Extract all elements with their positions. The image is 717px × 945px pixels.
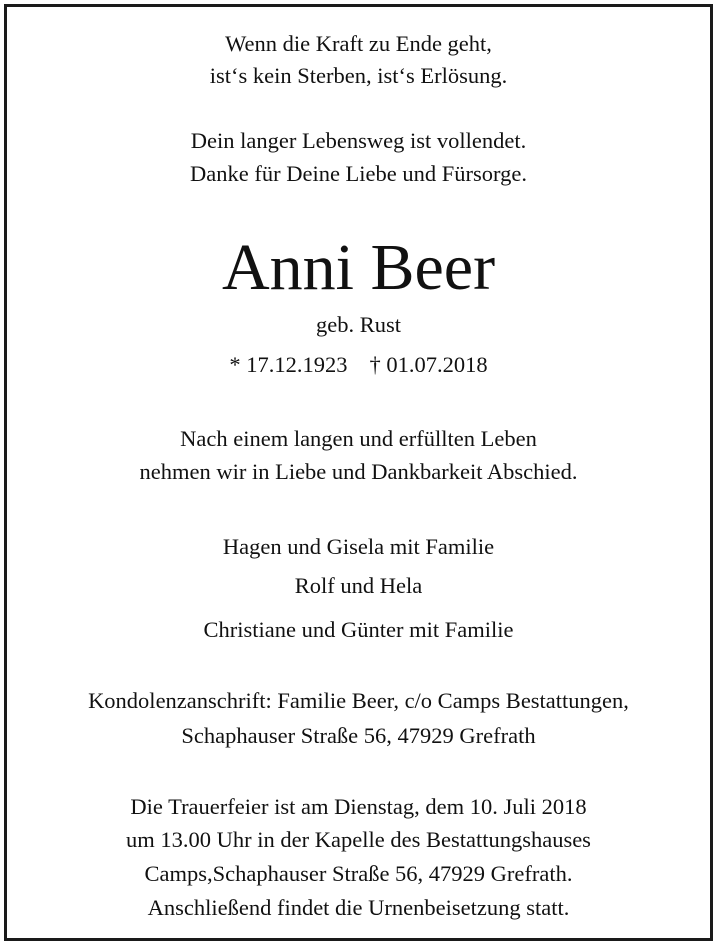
farewell-line-1: Nach einem langen und erfüllten Leben [180,426,537,451]
mourner-2: Rolf und Hela [294,573,423,598]
condolence-line-2: Schaphauser Straße 56, 47929 Grefrath [181,723,536,748]
verse-line-3: Dein langer Lebensweg ist vollendet. [190,128,527,153]
service-line-4: Anschließend findet die Urnenbeisetzung statt. [147,895,570,920]
service-line-3: Camps,Schaphauser Straße 56, 47929 Grefrath. [144,861,573,886]
farewell-line-2: nehmen wir in Liebe und Dankbarkeit Abschied. [139,459,578,484]
verse-line-1: Wenn die Kraft zu Ende geht, [225,31,492,56]
mourner-3: Christiane und Günter mit Familie [203,617,514,642]
verse-line-2: ist‘s kein Sterben, ist‘s Erlösung. [209,63,508,88]
verse-line-4: Danke für Deine Liebe und Fürsorge. [190,161,527,186]
birth-date: * 17.12.1923 [229,352,348,377]
birth-name: geb. Rust [315,312,401,337]
service-line-2: um 13.00 Uhr in der Kapelle des Bestattungshauses [126,827,591,852]
mourner-1: Hagen und Gisela mit Familie [222,534,495,559]
death-date: † 01.07.2018 [369,352,488,377]
deceased-name: Anni Beer [221,231,496,304]
life-dates [0,352,717,378]
condolence-line-1: Kondolenzanschrift: Familie Beer, c/o Camps Bestattungen, [88,688,629,713]
service-line-1: Die Trauerfeier ist am Dienstag, dem 10. Juli 2018 [130,794,587,819]
